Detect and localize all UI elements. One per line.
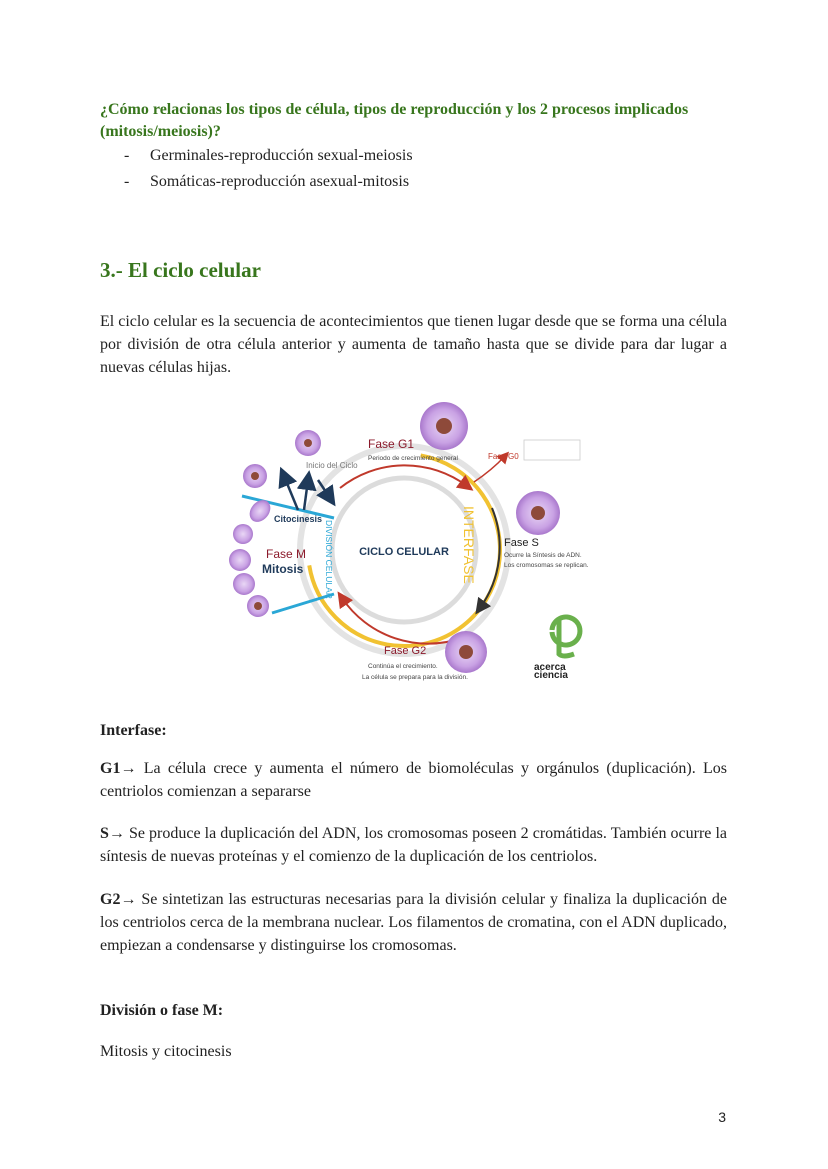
g2-desc-1: Continúa el crecimiento. [368,663,438,670]
cell-s [516,491,560,535]
interfase-heading: Interfase: [100,722,167,739]
g1-label: G1→ [100,760,137,777]
cell-cycle-diagram [222,398,612,690]
inicio-label: Inicio del Ciclo [306,461,358,470]
division-paragraph: Mitosis y citocinesis [100,1043,232,1060]
list-item [100,169,413,195]
g0-label: Fase G0 [488,452,519,461]
division-label: DIVISIÓN CELULAR [324,520,334,599]
g1-text: La célula crece y aumenta el número de biomoléculas y orgánulos (duplicación). Los centriolos comienzan a separarse [100,760,727,800]
s-text: Se produce la duplicación del ADN, los cromosomas poseen 2 cromátidas. También ocurre la síntesis de nuevas proteínas y el comienzo de la duplicación de los centriolos. [100,825,727,865]
cell-mitosis-4 [229,549,251,571]
s-desc-2: Los cromosomas se replican. [504,562,589,569]
g2-desc-2: La célula se prepara para la división. [362,674,468,681]
cell-g2 [445,631,487,673]
acercaciencia-logo [534,617,580,681]
m-subtitle: Mitosis [262,562,304,576]
logo-text-1: acerca [534,662,566,673]
list-item-text: Germinales-reproducción sexual-meiosis [150,147,413,164]
g1-paragraph [100,757,727,803]
inicio-arrow-1 [284,476,298,510]
cell-mitosis-6 [247,595,269,617]
question-heading: ¿Cómo relacionas los tipos de célula, tipos de reproducción y los 2 procesos implicados (mitosis/meiosis)? [100,101,689,140]
g1-desc: Periodo de crecimiento general [368,455,458,462]
interfase-label: INTERFASE [461,506,477,584]
g2-title: Fase G2 [384,645,427,657]
section-title: 3.- El ciclo celular [100,258,261,282]
g2-text: Se sintetizan las estructuras necesarias para la división celular y finaliza la duplicación de los centriolos cerca de la membrana nuclear. Los filamentos de cromatina, con el ADN duplicado, empiezan a condensarse y distinguirse los cromosomas. [100,891,727,954]
page-number: 3 [718,1109,726,1125]
list-item-text: Somáticas-reproducción asexual-mitosis [150,173,410,190]
list-item [100,143,413,169]
s-title: Fase S [504,537,539,549]
g2-label: G2→ [100,891,137,908]
g2-paragraph [100,888,727,957]
g1-title: Fase G1 [368,437,415,451]
intro-paragraph: El ciclo celular es la secuencia de acontecimientos que tienen lugar desde que se forma una célula por división de otra célula anterior y aumenta de tamaño hasta que se divide para dar lugar a nuevas células hijas. [100,313,727,376]
logo-text-2: ciencia [534,670,568,681]
cell-inicio [295,430,321,456]
cell-mitosis-1 [243,464,267,488]
s-desc-1: Ocurre la Síntesis de ADN. [504,552,582,559]
dash-marker: - [124,147,130,164]
center-label: CICLO CELULAR [359,546,449,558]
m-title: Fase M [266,547,307,561]
cell-mitosis-5 [233,573,255,595]
dash-marker: - [124,173,130,190]
s-paragraph [100,822,727,868]
cell-cycle-svg [222,398,612,690]
cell-mitosis-3 [233,524,253,544]
division-heading: División o fase M: [100,1002,224,1019]
cell-g1 [420,402,468,450]
s-label: S→ [100,825,125,842]
bullet-list [100,143,413,195]
g0-box [524,440,580,460]
citocinesis-label: Citocinesis [274,514,323,524]
